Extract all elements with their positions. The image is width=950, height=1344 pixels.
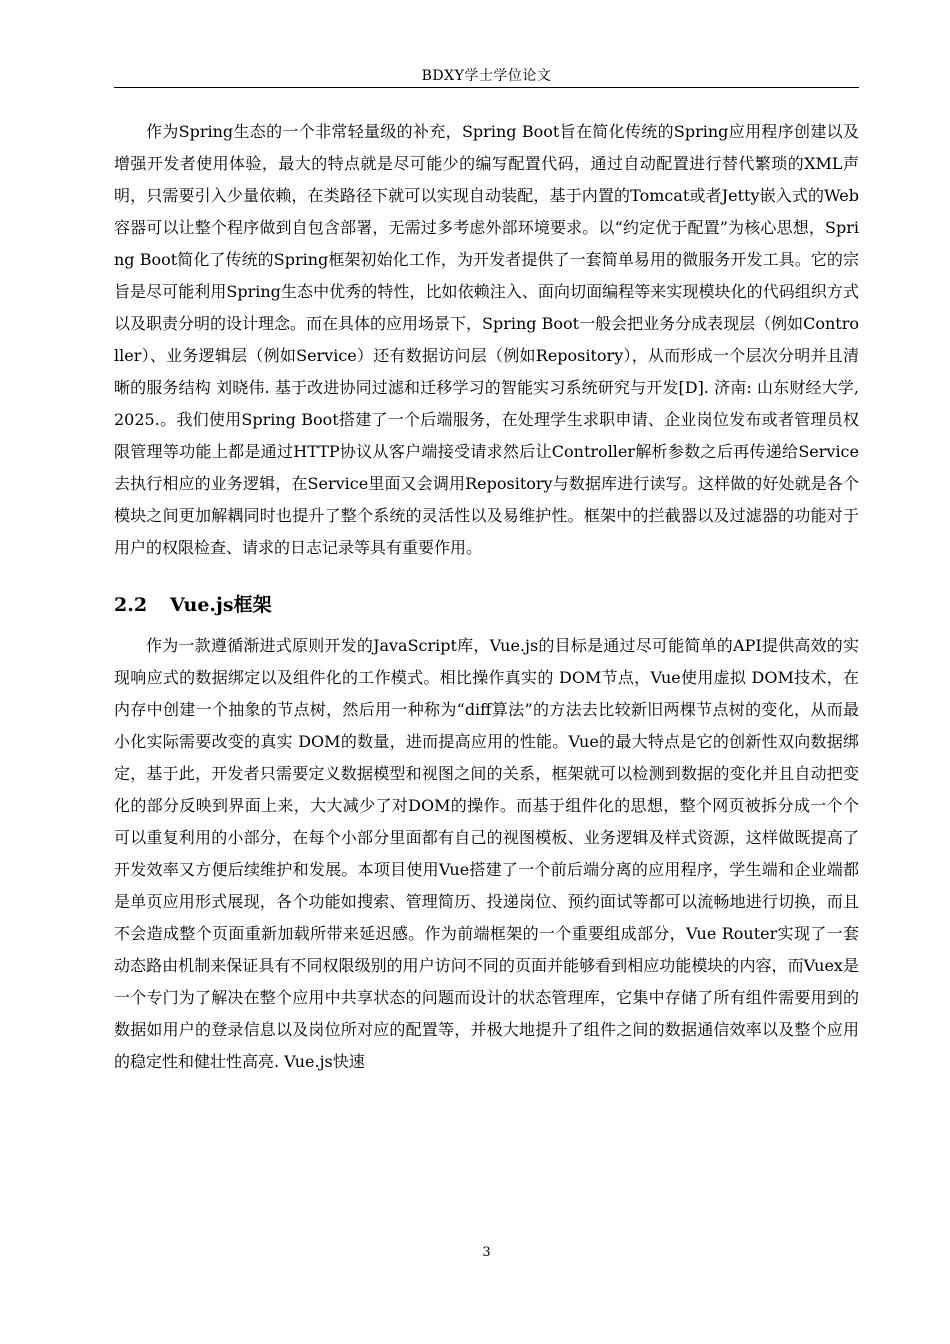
page-body: [114, 116, 859, 1078]
section-number: 2.2: [114, 594, 148, 616]
section-title: Vue.js框架: [170, 594, 272, 616]
paragraph-vuejs: 作为一款遵循渐进式原则开发的JavaScript库，Vue.js的目标是通过尽可能简单的API提供高效的实现响应式的数据绑定以及组件化的工作模式。相比操作真实的 DOM节点，Vue使用虚拟 DOM技术，在内存中创建一个抽象的节点树，然后用一种称为“diff算法”的方法去比较新旧两棵节点树的变化，从而最小化实际需要改变的真实 DOM的数量，进而提高应用的性能。Vue的最大特点是它的创新性双向数据绑定，基于此，开发者只需要定义数据模型和视图之间的关系，框架就可以检测到数据的变化并且自动把变化的部分反映到界面上来，大大减少了对DOM的操作。而基于组件化的思想，整个网页被拆分成一个个可以重复利用的小部分，在每个小部分里面都有自己的视图模板、业务逻辑及样式资源，这样做既提高了开发效率又方便后续维护和发展。本项目使用Vue搭建了一个前后端分离的应用程序，学生端和企业端都是单页应用形式展现，各个功能如搜索、管理简历、投递岗位、预约面试等都可以流畅地进行切换，而且不会造成整个页面重新加载所带来延迟感。作为前端框架的一个重要组成部分，Vue Router实现了一套动态路由机制来保证具有不同权限级别的用户访问不同的页面并能够看到相应功能模块的内容，而Vuex是一个专门为了解决在整个应用中共享状态的问题而设计的状态管理库，它集中存储了所有组件需要用到的数据如用户的登录信息以及岗位所对应的配置等，并极大地提升了组件之间的数据通信效率以及整个应用的稳定性和健壮性高亮. Vue.js快速: [114, 636, 859, 1071]
running-header: BDXY学士学位论文: [421, 68, 552, 84]
section-heading: [114, 586, 859, 624]
page-number: 3: [482, 1245, 491, 1260]
paragraph-spring-boot: 作为Spring生态的一个非常轻量级的补充，Spring Boot旨在简化传统的Spring应用程序创建以及增强开发者使用体验，最大的特点就是尽可能少的编写配置代码，通过自动配置进行替代繁琐的XML声明，只需要引入少量依赖，在类路径下就可以实现自动装配，基于内置的Tomcat或者Jetty嵌入式的Web容器可以让整个程序做到自包含部署，无需过多考虑外部环境要求。以“约定优于配置”为核心思想，Spring Boot简化了传统的Spring框架初始化工作，为开发者提供了一套简单易用的微服务开发工具。它的宗旨是尽可能利用Spring生态中优秀的特性，比如依赖注入、面向切面编程等来实现模块化的代码组织方式以及职责分明的设计理念。而在具体的应用场景下，Spring Boot一般会把业务分成表现层（例如Controller）、业务逻辑层（例如Service）还有数据访问层（例如Repository），从而形成一个层次分明并且清晰的服务结构 刘晓伟. 基于改进协同过滤和迁移学习的智能实习系统研究与开发[D]. 济南: 山东财经大学, 2025.。我们使用Spring Boot搭建了一个后端服务，在处理学生求职申请、企业岗位发布或者管理员权限管理等功能上都是通过HTTP协议从客户端接受请求然后让Controller解析参数之后再传递给Service去执行相应的业务逻辑，在Service里面又会调用Repository与数据库进行读写。这样做的好处就是各个模块之间更加解耦同时也提升了整个系统的灵活性以及易维护性。框架中的拦截器以及过滤器的功能对于用户的权限检查、请求的日志记录等具有重要作用。: [114, 122, 859, 557]
header-rule: [114, 87, 859, 88]
